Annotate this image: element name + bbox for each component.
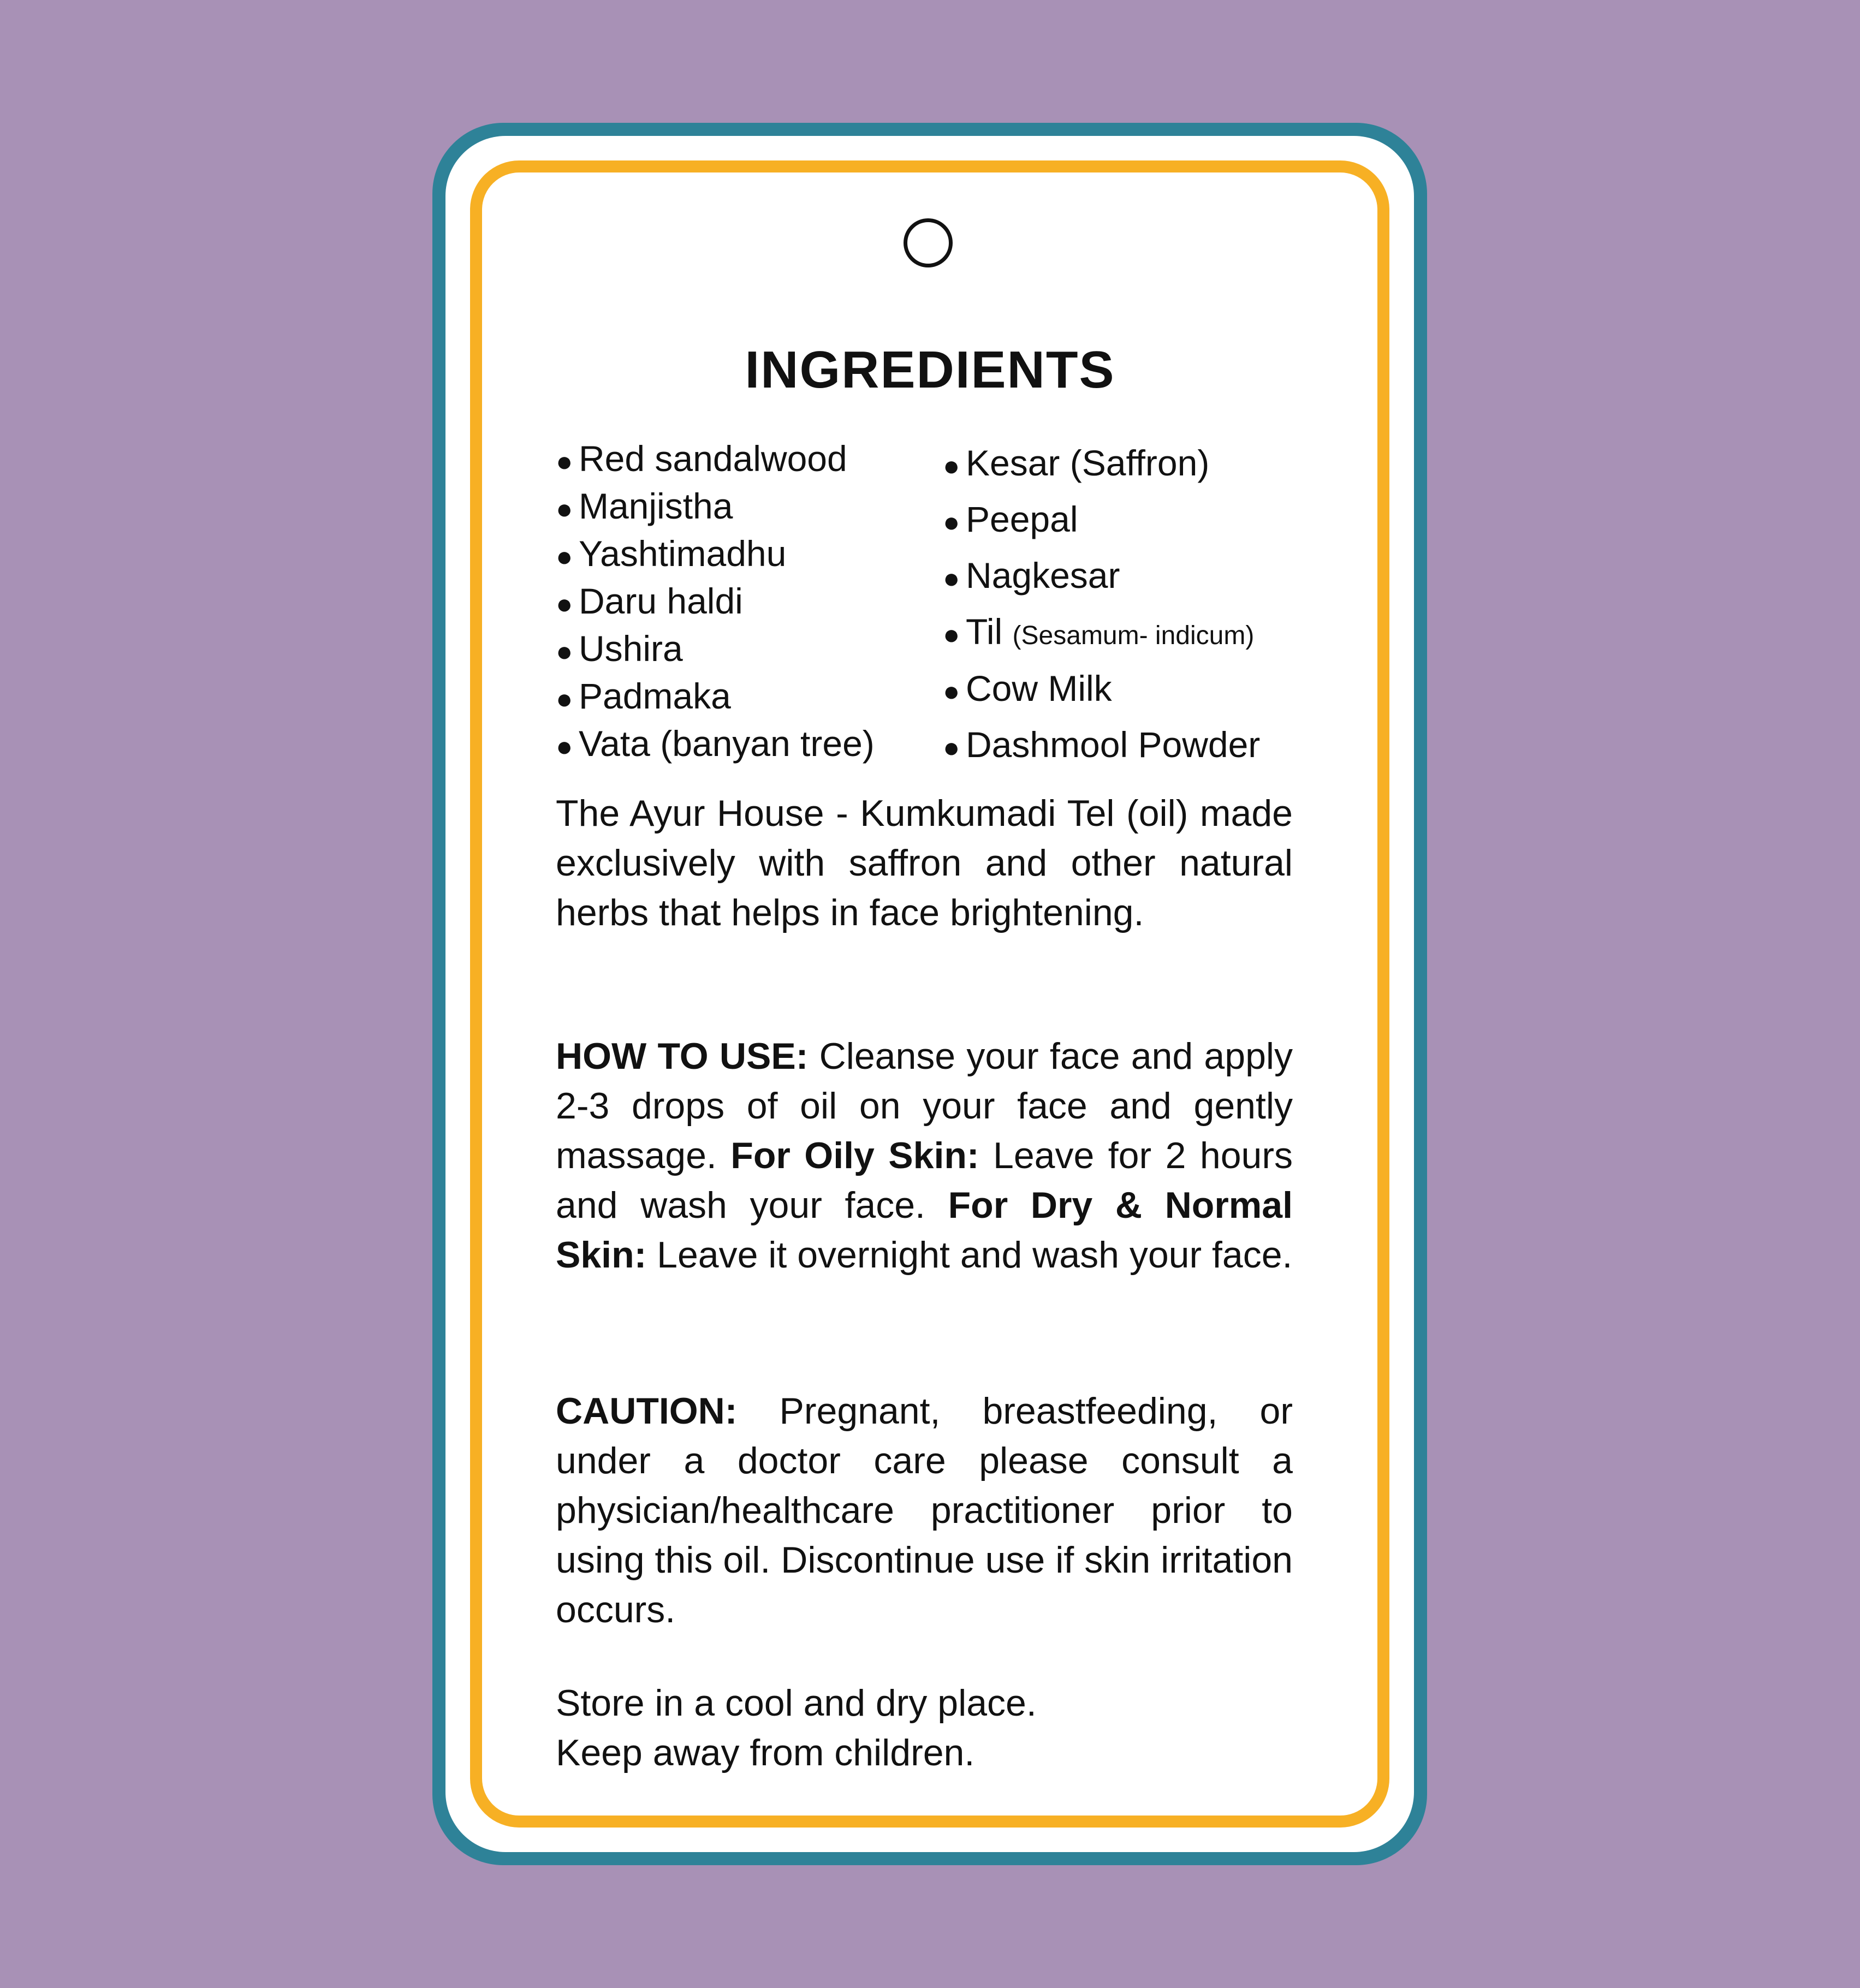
ingredient-item: ● Padmaka (556, 674, 875, 722)
how-to-use-label: HOW TO USE: (556, 1035, 809, 1077)
how-to-use-section: HOW TO USE: Cleanse your face and apply 2-3 drops of oil on your face and gently massage. For Oily Skin: Leave for 2 hours and wash your face. For Dry & Normal Skin: Leave it overnight and wash your face. (556, 1035, 1293, 1276)
bullet-icon: ● (556, 731, 573, 763)
ingredients-list-left (556, 437, 875, 769)
ingredient-item: ● Manjistha (556, 484, 875, 532)
bullet-icon: ● (556, 588, 573, 620)
ingredients-list-right (943, 437, 1260, 775)
oily-skin-label: For Oily Skin: (730, 1135, 979, 1176)
bullet-icon: ● (943, 619, 960, 651)
storage-line: Store in a cool and dry place. (556, 1682, 1037, 1724)
bullet-icon: ● (943, 563, 960, 594)
bullet-icon: ● (943, 732, 960, 764)
bullet-icon: ● (556, 683, 573, 715)
bullet-icon: ● (943, 507, 960, 538)
ingredient-item: ● Peepal (943, 493, 1260, 549)
children-warning-line: Keep away from children. (556, 1732, 975, 1773)
ingredient-item: ● Daru haldi (556, 579, 875, 627)
ingredient-item: ● Ushira (556, 627, 875, 674)
caution-label: CAUTION: (556, 1390, 738, 1432)
ingredient-item: ● Yashtimadhu (556, 532, 875, 579)
bullet-icon: ● (556, 493, 573, 525)
ingredient-item: ● Kesar (Saffron) (943, 437, 1260, 493)
bullet-icon: ● (556, 446, 573, 478)
tag-hole-icon (904, 218, 953, 267)
ingredient-scientific-name: (Sesamum- indicum) (1012, 621, 1255, 650)
bullet-icon: ● (943, 676, 960, 707)
ingredient-item: ● Cow Milk (943, 662, 1260, 718)
caution-section: CAUTION: Pregnant, breastfeeding, or under a doctor care please consult a physician/healthcare practitioner prior to using this oil. Discontinue use if skin irritation occurs. (556, 1390, 1293, 1630)
product-description: The Ayur House - Kumkumadi Tel (oil) made exclusively with saffron and other natural herbs that helps in face brightening. (556, 793, 1293, 933)
ingredient-item: ● Dashmool Powder (943, 718, 1260, 775)
storage-instructions (556, 1679, 1293, 1778)
bullet-icon: ● (943, 450, 960, 482)
ingredient-item: ● Nagkesar (943, 549, 1260, 605)
ingredient-item: ● Vata (banyan tree) (556, 722, 875, 769)
bullet-icon: ● (556, 636, 573, 668)
bullet-icon: ● (556, 541, 573, 573)
dry-normal-skin-label: For Dry & Normal Skin: (556, 1185, 1293, 1276)
ingredient-item: ● Red sandalwood (556, 437, 875, 484)
ingredient-item: ● Til (Sesamum- indicum) (943, 605, 1260, 662)
ingredients-title: INGREDIENTS (745, 341, 1115, 399)
